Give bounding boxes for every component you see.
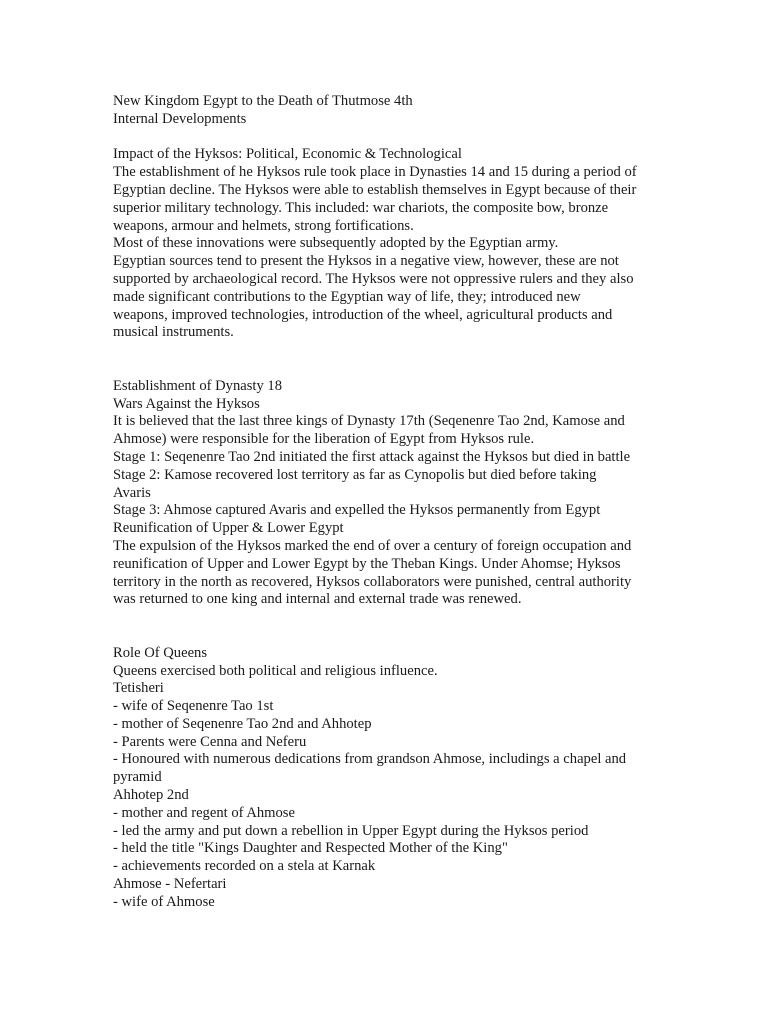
- paragraph-line: Reunification of Upper & Lower Egypt: [113, 520, 344, 537]
- paragraph-line: It is believed that the last three kings of Dynasty 17th (Seqenenre Tao 2nd, Kamose and: [113, 413, 625, 430]
- document-page: [113, 93, 653, 912]
- paragraph-line: territory in the north as recovered, Hyksos collaborators were punished, central authority: [113, 573, 632, 590]
- section-subheading: Wars Against the Hyksos: [113, 395, 260, 412]
- paragraph-line: Avaris: [113, 484, 151, 501]
- paragraph-line: Most of these innovations were subsequently adopted by the Egyptian army.: [113, 235, 559, 252]
- document-subtitle: Internal Developments: [113, 110, 247, 127]
- paragraph-line: The establishment of he Hyksos rule took place in Dynasties 14 and 15 during a period of: [113, 164, 637, 181]
- paragraph-line: supported by archaeological record. The Hyksos were not oppressive rulers and they also: [113, 270, 634, 287]
- section-dynasty-18: [113, 378, 653, 609]
- spacer: [113, 609, 653, 627]
- paragraph-line: musical instruments.: [113, 324, 234, 341]
- list-item: - mother and regent of Ahmose: [113, 804, 295, 821]
- section-role-of-queens: [113, 645, 653, 912]
- section-hyksos-impact: [113, 146, 653, 342]
- list-item: - Parents were Cenna and Neferu: [113, 733, 307, 750]
- paragraph-line: Stage 3: Ahmose captured Avaris and expelled the Hyksos permanently from Egypt: [113, 502, 601, 519]
- list-item: - led the army and put down a rebellion in Upper Egypt during the Hyksos period: [113, 822, 589, 839]
- section-heading: Establishment of Dynasty 18: [113, 377, 283, 394]
- document-title: New Kingdom Egypt to the Death of Thutmose 4th: [113, 93, 413, 109]
- list-item-continuation: pyramid: [113, 769, 162, 786]
- paragraph-line: Stage 2: Kamose recovered lost territory as far as Cynopolis but died before taking: [113, 466, 597, 483]
- section-heading: Impact of the Hyksos: Political, Economic & Technological: [113, 146, 462, 163]
- paragraph-line: Stage 1: Seqenenre Tao 2nd initiated the first attack against the Hyksos but died in battle: [113, 448, 631, 465]
- list-item: - held the title "Kings Daughter and Respected Mother of the King": [113, 840, 508, 857]
- list-item: - achievements recorded on a stela at Karnak: [113, 858, 376, 875]
- paragraph-line: Ahmose) were responsible for the liberation of Egypt from Hyksos rule.: [113, 431, 535, 448]
- paragraph-line: weapons, armour and helmets, strong fortifications.: [113, 217, 414, 234]
- queen-name: Ahhotep 2nd: [113, 787, 189, 804]
- paragraph-line: made significant contributions to the Egyptian way of life, they; introduced new: [113, 288, 581, 305]
- list-item: - wife of Seqenenre Tao 1st: [113, 698, 274, 715]
- queen-name: Ahmose - Nefertari: [113, 876, 227, 893]
- paragraph-line: The expulsion of the Hyksos marked the end of over a century of foreign occupation and: [113, 537, 632, 554]
- paragraph-line: superior military technology. This included: war chariots, the composite bow, bronze: [113, 199, 609, 216]
- paragraph-line: was returned to one king and internal and external trade was renewed.: [113, 591, 522, 608]
- paragraph-line: Egyptian decline. The Hyksos were able to establish themselves in Egypt because of their: [113, 181, 637, 198]
- queen-name: Tetisheri: [113, 680, 164, 697]
- section-heading: Role Of Queens: [113, 644, 208, 661]
- spacer: [113, 129, 653, 147]
- list-item: - mother of Seqenenre Tao 2nd and Ahhotep: [113, 715, 372, 732]
- list-item: - wife of Ahmose: [113, 893, 215, 910]
- spacer: [113, 360, 653, 378]
- paragraph-line: Egyptian sources tend to present the Hyksos in a negative view, however, these are not: [113, 253, 619, 270]
- paragraph-line: weapons, improved technologies, introduction of the wheel, agricultural products and: [113, 306, 613, 323]
- paragraph-line: Queens exercised both political and religious influence.: [113, 662, 438, 679]
- list-item: - Honoured with numerous dedications from grandson Ahmose, includings a chapel and: [113, 751, 627, 768]
- paragraph-line: reunification of Upper and Lower Egypt by the Theban Kings. Under Ahomse; Hyksos: [113, 555, 621, 572]
- spacer: [113, 342, 653, 360]
- spacer: [113, 627, 653, 645]
